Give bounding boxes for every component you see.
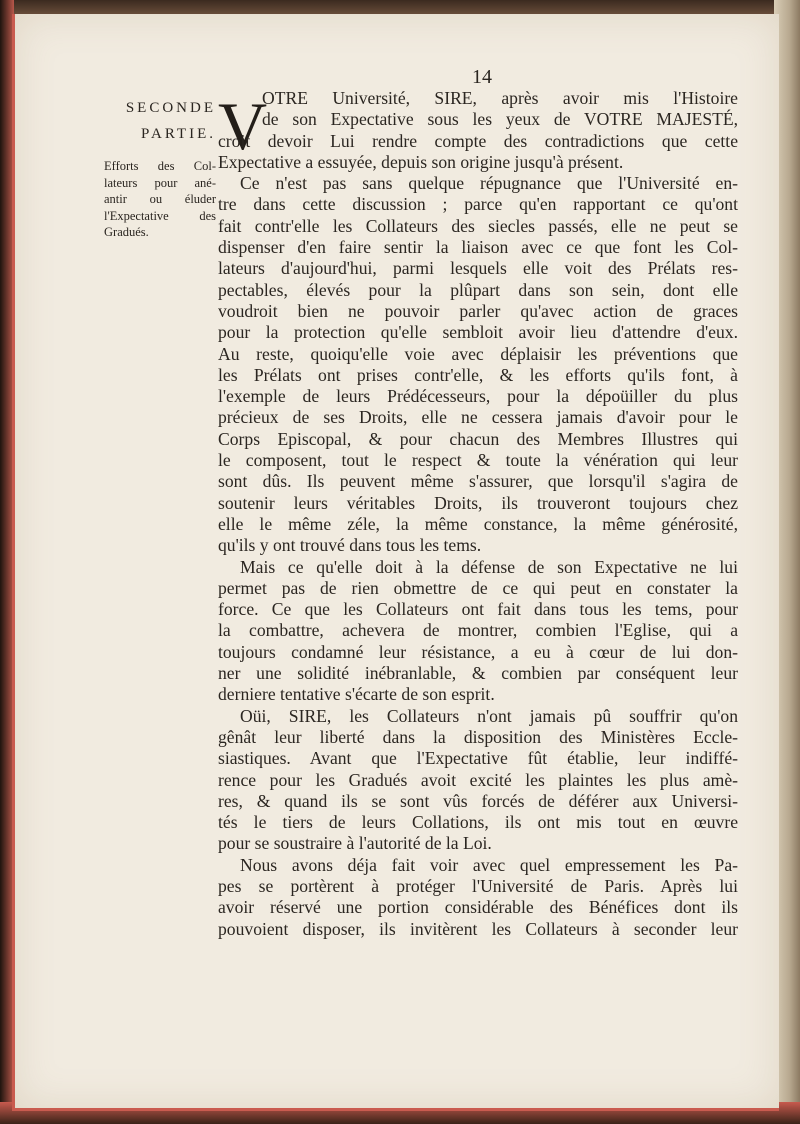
text-line: qu'ils y ont trouvé dans tous les tems. <box>218 535 482 556</box>
text-line: pour la protection qu'elle sembloit avoir lieu d'attendre d'eux. <box>218 322 738 343</box>
text-line: permet pas de rien obmettre de ce qui peut en constater la <box>218 577 738 598</box>
text-line: pectables, élevés pour la plûpart dans son sein, dont elle <box>218 279 738 300</box>
body-text <box>218 88 738 940</box>
text-line: siastiques. Avant que l'Expectative fût établie, leur indiffé- <box>218 748 738 769</box>
margin-note-line: lateurs pour ané- <box>104 175 216 190</box>
text-line: force. Ce que les Collateurs ont fait dans tous les tems, pour <box>218 599 738 620</box>
text-line: les Prélats ont prises contr'elle, & les efforts qu'ils font, à <box>218 364 738 385</box>
text-line: la combattre, achevera de montrer, combien l'Eglise, qui a <box>218 620 738 641</box>
text-line: soutenir leurs véritables Droits, ils trouveront toujours chez <box>218 492 738 513</box>
text-line: précieux de ses Droits, elle ne cessera jamais d'avoir pour le <box>218 407 738 428</box>
text-line: pes se portèrent à protéger l'Université de Paris. Après lui <box>218 875 738 896</box>
text-line: sont dûs. Ils peuvent même s'assurer, que lorsqu'il s'agira de <box>218 471 738 492</box>
margin-heading-line-1: SECONDE <box>125 100 216 116</box>
text-line: ner une solidité inébranlable, & combien par conséquent leur <box>218 663 738 684</box>
text-line: voudroit bien ne pouvoir parler qu'avec action de graces <box>218 300 738 321</box>
text-line: pouvoient disposer, ils invitèrent les Collateurs à seconder leur <box>218 918 738 939</box>
text-line: le composent, tout le respect & toute la vénération qui leur <box>218 450 738 471</box>
text-line: elle le même zéle, la même constance, la même générosité, <box>218 513 738 534</box>
text-line: gênât leur liberté dans la disposition des Ministères Eccle- <box>218 726 738 747</box>
text-line: lateurs d'aujourd'hui, parmi lesquels elle voit des Prélats res- <box>218 258 738 279</box>
margin-note-line: antir ou éluder <box>104 192 216 206</box>
margin-note-line: Gradués. <box>104 225 149 239</box>
text-line: res, & quand ils se sont vûs forcés de déférer aux Universi- <box>218 790 738 811</box>
text-line: Mais ce qu'elle doit à la défense de son Expectative ne lui <box>240 556 738 577</box>
text-line: derniere tentative s'écarte de son esprit. <box>218 684 495 705</box>
text-line: tés le tiers de leurs Collations, ils ont mis tout en œuvre <box>218 812 738 833</box>
margin-note <box>104 158 216 241</box>
text-line: avoir réservé une portion considérable des Bénéfices dont ils <box>218 897 738 918</box>
text-line: fait contr'elle les Collateurs des siecles passés, elle ne peut se <box>218 215 738 236</box>
margin-note-line: Efforts des Col- <box>104 159 216 173</box>
text-line: tre dans cette discussion ; parce qu'en rapportant ce qu'ont <box>218 194 738 215</box>
text-line: Nous avons déja fait voir avec quel empressement les Pa- <box>240 854 738 875</box>
text-line: de son Expectative sous les yeux de VOTRE MAJESTÉ, <box>262 109 738 130</box>
text-line: croit devoir Lui rendre compte des contradictions que cette <box>218 130 738 151</box>
text-line: rence pour les Gradués avoit excité les plaintes les plus amè- <box>218 769 738 790</box>
text-line: toujours condamné leur résistance, a eu à cœur de lui don- <box>218 641 738 662</box>
margin-note-line: l'Expectative des <box>104 208 216 223</box>
margin-heading-line-2: PARTIE. <box>141 126 216 142</box>
drop-cap: V <box>218 88 268 164</box>
text-line: pour se soustraire à l'autorité de la Loi. <box>218 833 492 854</box>
text-line: Corps Episcopal, & pour chacun des Membres Illustres qui <box>218 428 738 449</box>
text-line: Oüi, SIRE, les Collateurs n'ont jamais pû souffrir qu'on <box>240 705 738 726</box>
text-line: Expectative a essuyée, depuis son origine jusqu'à présent. <box>218 151 624 172</box>
text-line: l'exemple de leurs Prédécesseurs, pour la dépoüiller du plus <box>218 386 738 407</box>
text-line: Au reste, quoiqu'elle voie avec déplaisir les préventions que <box>218 343 738 364</box>
text-line: Ce n'est pas sans quelque répugnance que l'Université en- <box>240 173 738 194</box>
text-line: dispenser d'en faire sentir la liaison avec ce que font les Col- <box>218 237 738 258</box>
text-line: OTRE Université, SIRE, après avoir mis l'Histoire <box>262 88 738 108</box>
page-number: 14 <box>472 66 492 88</box>
